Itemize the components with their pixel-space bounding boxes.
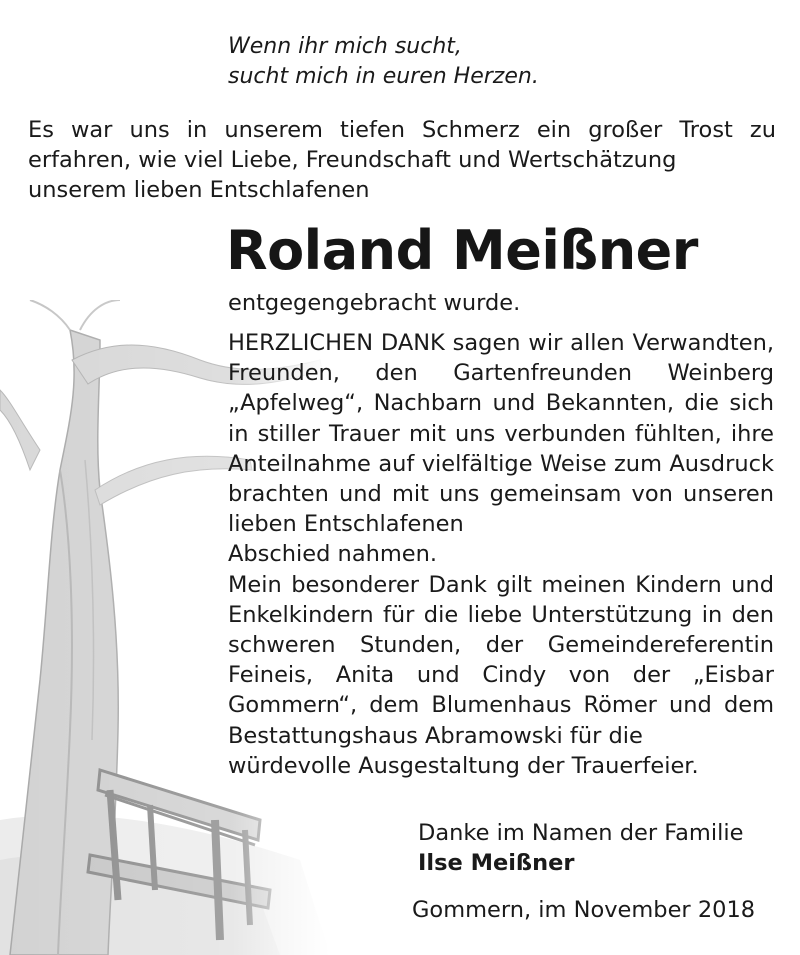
thanks-paragraph-2-end: würdevolle Ausgestaltung der Trauerfeier.: [228, 752, 699, 779]
signer-name: Ilse Meißner: [418, 850, 575, 876]
motto-line-1: Wenn ihr mich sucht,: [228, 34, 462, 59]
motto-verse: [228, 32, 539, 92]
intro-paragraph: [28, 115, 776, 205]
deceased-name: Roland Meißner: [226, 219, 698, 282]
thanks-paragraph-1: HERZLICHEN DANK sagen wir allen Verwandten, Freunden, den Gartenfreunden Weinberg „Apfelweg“, Nachbarn und Bekannten, die sich in stiller Trauer mit uns verbunden fühlten, ihre Anteilnahme auf vielfältige Weise zum Ausdruck brachten und mit uns gemeinsam von unseren lieben Entschlafenen: [228, 330, 774, 538]
intro-text: Es war uns in unserem tiefen Schmerz ein großer Trost zu erfahren, wie viel Liebe, Freundschaft und Wertschätzung: [28, 117, 776, 173]
intro-last-line: unserem lieben Entschlafenen: [28, 177, 370, 203]
after-name-text: entgegengebracht wurde.: [228, 290, 521, 316]
thanks-body: [228, 328, 774, 781]
place-date: Gommern, im November 2018: [412, 897, 756, 923]
thanks-paragraph-1-end: Abschied nahmen.: [228, 541, 438, 568]
thanks-paragraph-2: Mein besonderer Dank gilt meinen Kindern und Enkelkindern für die liebe Unterstützung in den schweren Stunden, der Gemeindereferentin Feineis, Anita und Cindy von der „Eisbar Gommern“, dem Blumenhaus Römer und dem Bestattungshaus Abramowski für die: [228, 571, 774, 749]
closing-signature: [418, 818, 743, 878]
closing-line: Danke im Namen der Familie: [418, 820, 744, 846]
motto-line-2: sucht mich in euren Herzen.: [228, 64, 539, 89]
